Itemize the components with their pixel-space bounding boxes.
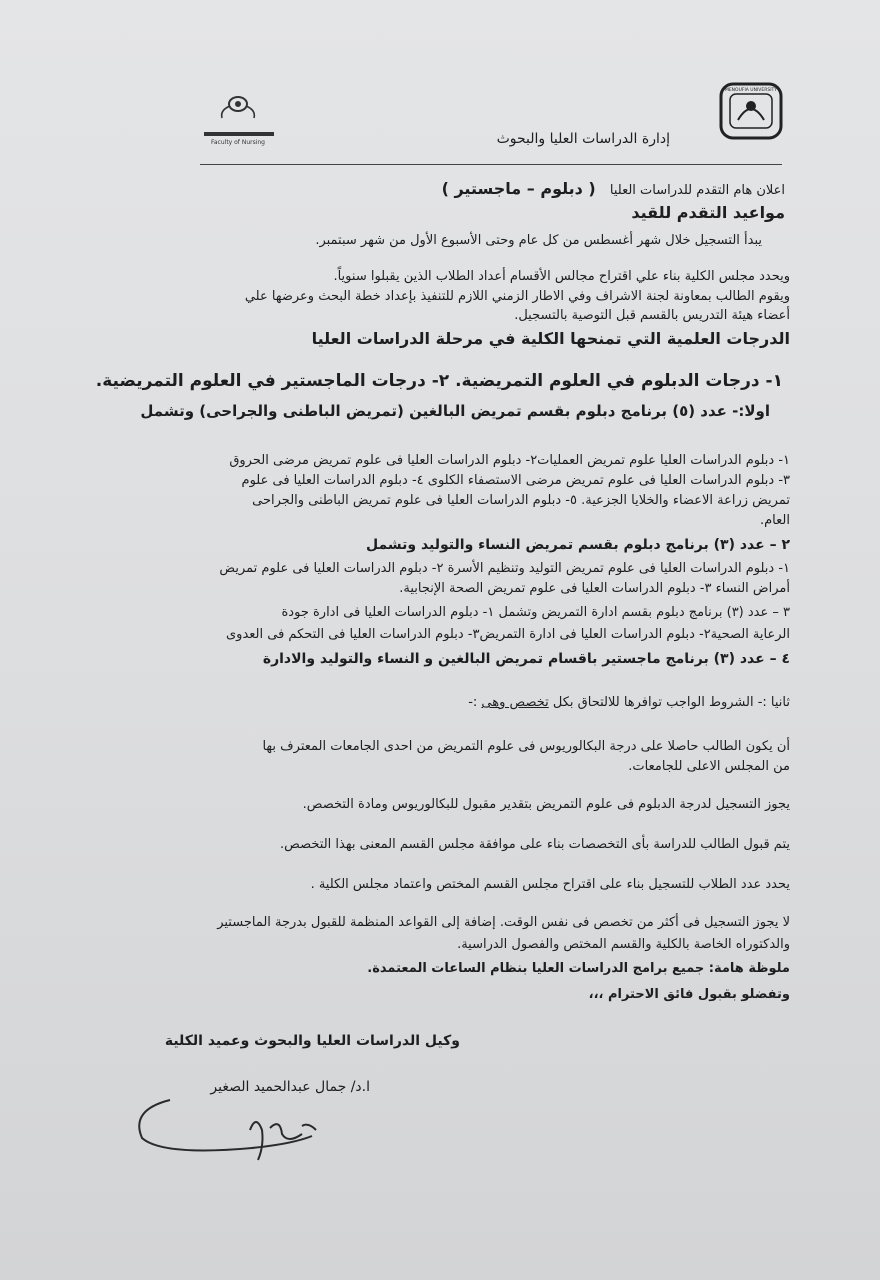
handwritten-signature-icon [130,1090,360,1170]
university-seal-icon [718,80,784,142]
list-item: أمراض النساء ٣- دبلوم الدراسات العليا فى علوم تمريض الصحة الإنجابية. [399,581,790,596]
degrees-title: الدرجات العلمية التي تمنحها الكلية في مرحلة الدراسات العليا [311,329,790,348]
closing-line: وتفضلو بقبول فائق الاحترام ،،، [588,987,790,1002]
condition-item: أن يكون الطالب حاصلا على درجة البكالوريوس فى علوم التمريض من احدى الجامعات المعترف بها [262,739,790,754]
department-heading: إدارة الدراسات العليا والبحوث [496,131,670,147]
condition-item: يحدد عدد الطلاب للتسجيل بناء على اقتراح مجلس القسم المختص واعتماد مجلس الكلية . [310,877,790,892]
list-item: تمريض زراعة الاعضاء والخلايا الجزعية. ٥- دبلوم الدراسات العليا فى علوم تمريض الباطنى والجراحى [252,493,790,508]
note-line: والدكتوراه الخاصة بالكلية والقسم المختص والفصول الدراسية. [457,937,790,952]
condition-item: يجوز التسجيل لدرجة الدبلوم فى علوم التمريض بتقدير مقبول للبكالوريوس ومادة التخصص. [302,797,790,812]
council-line: أعضاء هيئة التدريس بالقسم قبل التوصية بالتسجيل. [514,308,790,323]
list-item: ١- دبلوم الدراسات العليا فى علوم تمريض التوليد وتنظيم الأسرة ٢- دبلوم الدراسات العليا فى علوم تمريض [219,561,790,576]
programs-label: ( دبلوم – ماجستير ) [441,179,596,198]
dates-title: مواعيد التقدم للقيد [631,203,785,222]
list-heading: ٢ – عدد (٣) برنامج دبلوم بقسم تمريض النساء والتوليد وتشمل [366,537,790,553]
degrees-line: ١- درجات الدبلوم في العلوم التمريضية. ٢- درجات الماجستير في العلوم التمريضية. [95,371,783,391]
conditions-title-underlined: تخصص وهى [481,695,549,710]
conditions-title [90,694,790,712]
conditions-title-text: ثانيا :- الشروط الواجب توافرها للالتحاق بكل [552,695,790,710]
announcement-text: اعلان هام التقدم للدراسات العليا [609,183,785,198]
signatory-name: ا.د/ جمال عبدالحميد الصغير [210,1079,370,1095]
condition-item: يتم قبول الطالب للدراسة بأى التخصصات بناء على موافقة مجلس القسم المعنى بهذا التخصص. [280,837,790,852]
right-logo-text: MENOUFIA UNIVERSITY [724,88,778,93]
important-note: ملوظة هامة: جميع برامج الدراسات العليا بنظام الساعات المعتمدة. [367,961,790,976]
conditions-title-end: :- [468,695,478,710]
note-line: لا يجوز التسجيل فى أكثر من تخصص فى نفس الوقت. إضافة إلى القواعد المنظمة للقبول بدرجة الماجستير [217,915,790,930]
council-line: ويحدد مجلس الكلية بناء علي اقتراح مجالس الأقسام أعداد الطلاب الذين يقبلوا سنوياً. [333,269,790,284]
announcement-line [85,180,785,200]
left-logo-text: Faculty of Nursing [210,139,266,146]
council-line: ويقوم الطالب بمعاونة لجنة الاشراف وفي الاطار الزمني اللازم للتنفيذ بإعداد خطة البحث وعرضها علي [244,289,790,304]
header-divider [200,164,782,165]
list-item: ٣- دبلوم الدراسات العليا فى علوم تمريض مرضى الاستصفاء الكلوى ٤- دبلوم الدراسات العليا فى علوم [241,473,790,488]
first-heading: اولا:- عدد (٥) برنامج دبلوم بقسم تمريض البالغين (تمريض الباطنى والجراحى) وتشمل [140,402,770,420]
faculty-logo-icon [200,92,276,148]
signatory-title: وكيل الدراسات العليا والبحوث وعميد الكلية [164,1033,460,1049]
list-item: الرعاية الصحية٢- دبلوم الدراسات العليا فى ادارة التمريض٣- دبلوم الدراسات العليا فى التحكم فى العدوى [226,627,790,642]
condition-item: من المجلس الاعلى للجامعات. [628,759,790,774]
dates-line: يبدأ التسجيل خلال شهر أغسطس من كل عام وحتى الأسبوع الأول من شهر سبتمبر. [315,233,762,248]
list-item: ١- دبلوم الدراسات العليا علوم تمريض العمليات٢- دبلوم الدراسات العليا فى علوم تمريض مرضى الحروق [229,453,790,468]
list-heading: ٣ – عدد (٣) برنامج دبلوم بقسم ادارة التمريض وتشمل ١- دبلوم الدراسات العليا فى ادارة جودة [281,605,790,620]
list-heading: ٤ – عدد (٣) برنامج ماجستير باقسام تمريض البالغين و النساء والتوليد والادارة [262,651,790,667]
list-item: العام. [760,513,790,528]
